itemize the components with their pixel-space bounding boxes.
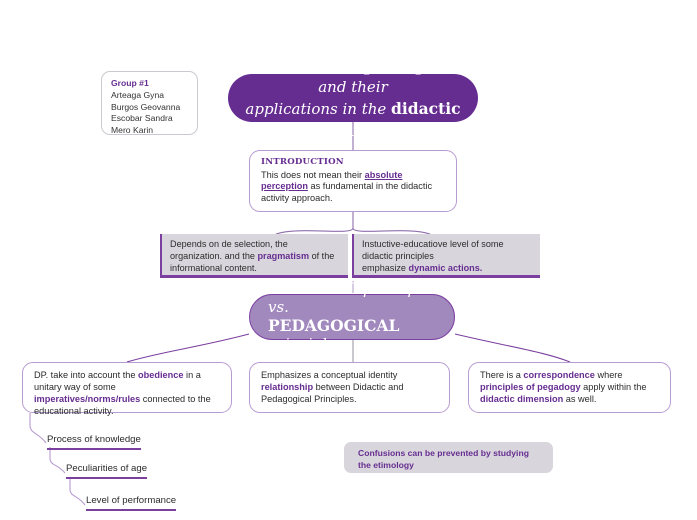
gray-box-right[interactable]: Instuctive-educatiove level of some didactic principles emphasize dynamic actions. — [352, 234, 540, 278]
leaf-1-highlight-1: obedience — [138, 370, 184, 380]
introduction-body: This does not mean their absolute perception as fundamental in the didactic activity approach. — [261, 169, 433, 203]
group-title: Group #1 — [111, 78, 149, 88]
root-node-line-1: The didactic principles and their — [255, 55, 451, 96]
gray-right-highlight: dynamic actions. — [408, 262, 483, 273]
cascade-item-process-of-knowledge[interactable]: Process of knowledge — [47, 434, 141, 450]
confusions-box[interactable] — [344, 442, 553, 473]
group-members-box — [101, 71, 198, 135]
group-member: Mero Karin — [111, 124, 154, 135]
leaf-3-highlight-2: principles of pegadogy — [480, 382, 581, 393]
confusions-line-1: Confusions can be prevented by studying — [358, 448, 529, 458]
gray-box-left[interactable]: Depends on de selection, the organization. and the pragmatism of the informational content. — [160, 234, 348, 278]
group-member: Escobar Sandra — [111, 113, 173, 124]
wire-subnode-to-leaf-1 — [127, 334, 249, 362]
introduction-box[interactable] — [249, 150, 457, 212]
group-member: Arteaga Gyna — [111, 90, 165, 101]
wire-subnode-to-leaf-3 — [455, 334, 570, 362]
leaf-box-correspondence[interactable]: There is a correspondence where principles of pegadogy apply within the didactic dimension as well. — [468, 362, 671, 413]
subnode-line-1: DIDACTIC principles vs. — [268, 279, 439, 316]
wire-casc2-to-casc3 — [70, 477, 85, 505]
introduction-highlight: absolute perception — [261, 169, 403, 192]
leaf-3-highlight-3: didactic dimension — [480, 394, 564, 405]
root-node-text — [242, 55, 464, 142]
root-node-line-2: applications in the didactic activity — [245, 98, 461, 140]
root-node-title[interactable] — [228, 55, 478, 140]
gray-right-line-3: emphasize dynamic actions. — [362, 262, 483, 273]
introduction-heading: INTRODUCTION — [261, 157, 344, 167]
wire-leaf1-to-casc1 — [30, 413, 46, 443]
leaf-2-highlight: relationship — [261, 382, 314, 393]
cascade-item-level-of-performance[interactable]: Level of performance — [86, 495, 176, 511]
subnode-didactic-vs-pedagogical[interactable] — [249, 279, 455, 353]
leaf-1-highlight-2: imperatives/norms/rules — [34, 394, 141, 405]
gray-left-highlight: pragmatism — [257, 250, 310, 261]
leaf-box-obedience[interactable]: DP. take into account the obedience in a unitary way of some imperatives/norms/rules connected to the educational activity. — [22, 362, 232, 413]
confusions-line-2: the etimology — [358, 459, 414, 470]
subnode-line-2: PEDAGOGICAL principles — [268, 316, 400, 353]
cascade-item-peculiarities-of-age[interactable]: Peculiarities of age — [66, 463, 147, 479]
wire-casc1-to-casc2 — [50, 447, 65, 473]
leaf-3-highlight-1: correspondence — [523, 370, 595, 380]
leaf-box-relationship[interactable]: Emphasizes a conceptual identity relationship between Didactic and Pedagogical Principles. — [249, 362, 450, 413]
group-member: Burgos Geovanna — [111, 101, 181, 112]
